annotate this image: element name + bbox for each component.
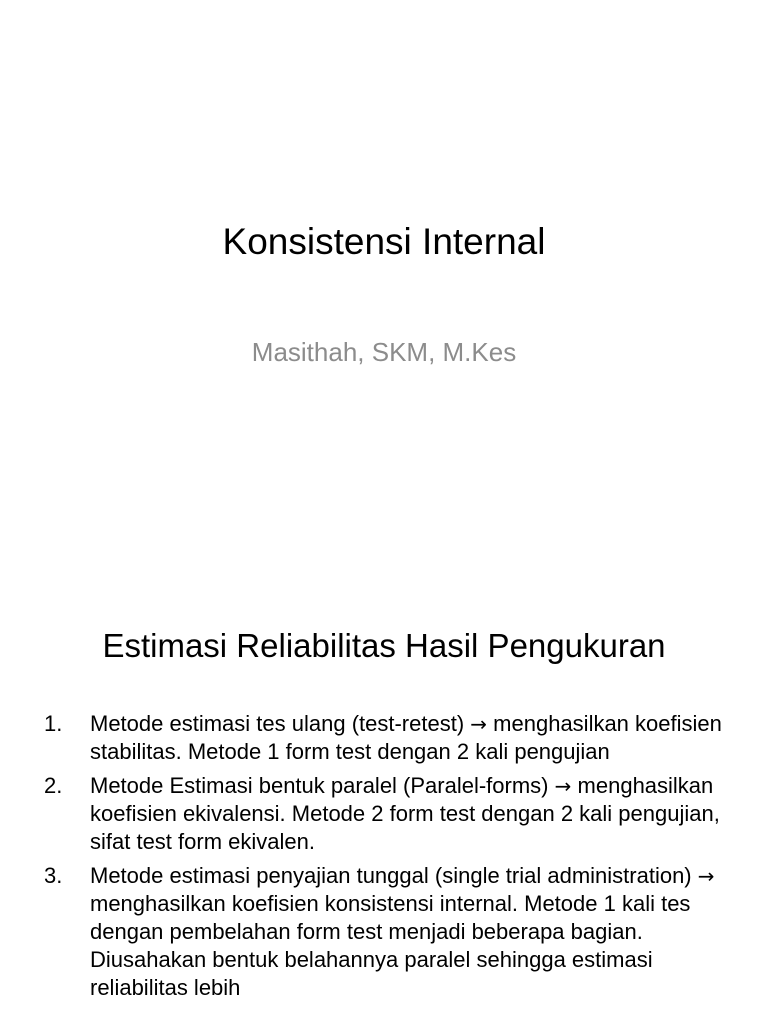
list-item-text: menghasilkan koefisien ekivalensi. Metode 2 form test dengan 2 kali pengujian, sifat test form ekivalen.: [90, 773, 720, 854]
slide-title: Konsistensi Internal: [222, 221, 546, 262]
list-item-number: 1.: [44, 711, 63, 736]
right-arrow-icon: →: [470, 712, 488, 736]
right-arrow-icon: →: [697, 864, 715, 888]
right-arrow-icon: →: [554, 774, 572, 798]
list-item: [44, 710, 734, 766]
content-slide-title: Estimasi Reliabilitas Hasil Pengukuran: [102, 627, 666, 664]
list-item-text: menghasilkan koefisien stabilitas. Metode 1 form test dengan 2 kali pengujian: [90, 711, 722, 764]
list-item-number: 3.: [44, 863, 63, 888]
list-item: [44, 862, 734, 1002]
list-item-number: 2.: [44, 773, 63, 798]
list-item-text: Metode Estimasi bentuk paralel (Paralel-forms): [90, 773, 549, 798]
list-item-text: menghasilkan koefisien konsistensi internal. Metode 1 kali tes dengan pembelahan form test menjadi beberapa bagian. Diusahakan bentuk belahannya paralel sehingga estimasi reliabilitas lebih: [90, 891, 691, 1000]
content-slide: [0, 576, 768, 1024]
list-item-text: Metode estimasi tes ulang (test-retest): [90, 711, 465, 736]
method-list: [44, 710, 734, 1008]
slide-subtitle-author: Masithah, SKM, M.Kes: [251, 337, 517, 367]
list-item: [44, 772, 734, 856]
list-item-text: Metode estimasi penyajian tunggal (single trial administration): [90, 863, 692, 888]
